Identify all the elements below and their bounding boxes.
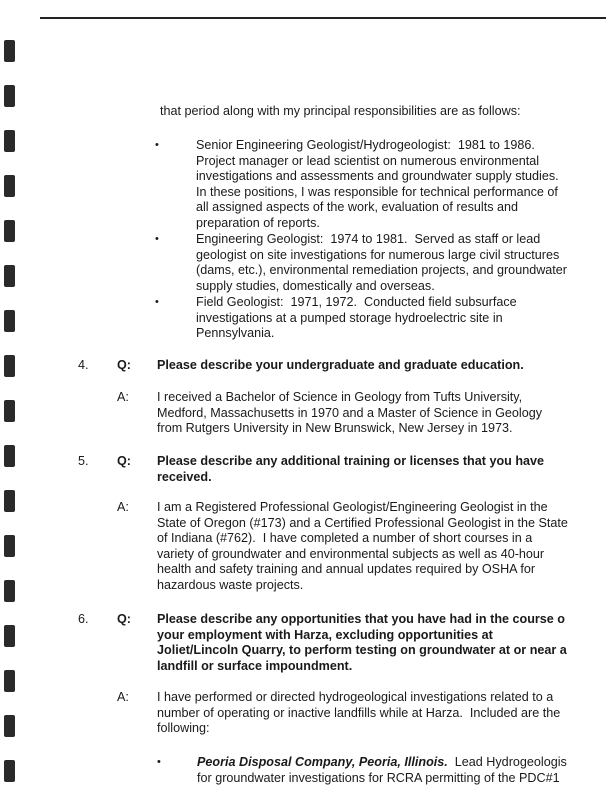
binding-hole <box>4 670 15 692</box>
a-label: A: <box>117 500 129 514</box>
q-label: Q: <box>117 358 131 372</box>
bullet-glyph: • <box>155 296 159 308</box>
bullet-line: all assigned aspects of the work, evaluation of results and <box>196 200 519 215</box>
answer-line: Medford, Massachusetts in 1970 and a Master of Science in Geology <box>157 405 543 420</box>
binding-hole <box>4 310 15 332</box>
question-text: Joliet/Lincoln Quarry, to perform testing on groundwater at or near a <box>157 643 567 658</box>
question-text: Please describe any opportunities that you have had in the course o <box>157 612 565 626</box>
bullet-glyph: • <box>155 233 159 245</box>
answer-line: I am a Registered Professional Geologist/Engineering Geologist in the <box>157 500 548 514</box>
answer-line: variety of groundwater and environmental subjects as well as 40-hour <box>157 546 545 561</box>
a-label: A: <box>117 390 129 404</box>
answer-line: following: <box>157 721 210 736</box>
question-text: your employment with Harza, excluding opportunities at <box>157 627 493 642</box>
bullet-line: geologist on site investigations for numerous large civil structures <box>196 247 560 262</box>
bullet-line: Field Geologist: 1971, 1972. Conducted field subsurface <box>196 295 517 309</box>
bullet-line: (dams, etc.), environmental remediation projects, and groundwater <box>196 263 567 278</box>
site-name: Peoria Disposal Company, Peoria, Illinois. <box>197 755 448 769</box>
final-bullet-line: for groundwater investigations for RCRA permitting of the PDC#1 <box>197 770 560 785</box>
bullet-glyph: • <box>155 139 159 151</box>
top-rule <box>40 17 606 19</box>
answer-line: health and safety training and annual updates required by OSHA for <box>157 562 536 577</box>
bullet-line: In these positions, I was responsible for technical performance of <box>196 184 558 199</box>
q-label: Q: <box>117 612 131 626</box>
bullet-line: preparation of reports. <box>196 216 320 230</box>
bullet-line: investigations at a pumped storage hydroelectric site in <box>196 310 503 325</box>
final-bullet-line <box>197 755 567 771</box>
binding-hole <box>4 625 15 647</box>
binding-hole <box>4 130 15 152</box>
question-number: 5. <box>78 454 89 468</box>
binding-hole <box>4 40 15 62</box>
answer-line: hazardous waste projects. <box>157 578 304 592</box>
binding-hole <box>4 490 15 512</box>
binding-hole <box>4 400 15 422</box>
binding-hole <box>4 355 15 377</box>
binding-hole <box>4 715 15 737</box>
bullet-line: Engineering Geologist: 1974 to 1981. Served as staff or lead <box>196 232 541 246</box>
binding-hole <box>4 535 15 557</box>
answer-line: number of operating or inactive landfills while at Harza. Included are the <box>157 705 561 720</box>
binding-hole <box>4 580 15 602</box>
binding-hole <box>4 760 15 782</box>
answer-line: from Rutgers University in New Brunswick, New Jersey in 1973. <box>157 421 513 436</box>
question-text: Please describe any additional training or licenses that you have <box>157 454 545 468</box>
intro-line: that period along with my principal responsibilities are as follows: <box>160 104 521 118</box>
binding-hole <box>4 220 15 242</box>
answer-line: of Indiana (#762). I have completed a number of short courses in a <box>157 531 533 546</box>
bullet-line: supply studies, domestically and overseas. <box>196 278 435 293</box>
binding-holes <box>4 30 18 790</box>
binding-hole <box>4 265 15 287</box>
answer-line: I received a Bachelor of Science in Geology from Tufts University, <box>157 390 523 404</box>
bullet-line: investigations and assessments and groundwater supply studies. <box>196 169 559 184</box>
binding-hole <box>4 445 15 467</box>
answer-line: State of Oregon (#173) and a Certified Professional Geologist in the State <box>157 515 568 530</box>
question-text: received. <box>157 469 212 484</box>
binding-hole <box>4 175 15 197</box>
bullet-line: Senior Engineering Geologist/Hydrogeologist: 1981 to 1986. <box>196 138 535 152</box>
bullet-glyph: • <box>157 756 161 768</box>
q-label: Q: <box>117 454 131 468</box>
answer-line: I have performed or directed hydrogeological investigations related to a <box>157 690 554 704</box>
final-bullet-rest: Lead Hydrogeologis <box>447 755 567 769</box>
question-number: 6. <box>78 612 89 626</box>
question-text: landfill or surface impoundment. <box>157 658 353 673</box>
binding-hole <box>4 85 15 107</box>
question-text: Please describe your undergraduate and graduate education. <box>157 358 524 372</box>
bullet-line: Project manager or lead scientist on numerous environmental <box>196 153 540 168</box>
a-label: A: <box>117 690 129 704</box>
bullet-line: Pennsylvania. <box>196 326 275 341</box>
question-number: 4. <box>78 358 89 372</box>
